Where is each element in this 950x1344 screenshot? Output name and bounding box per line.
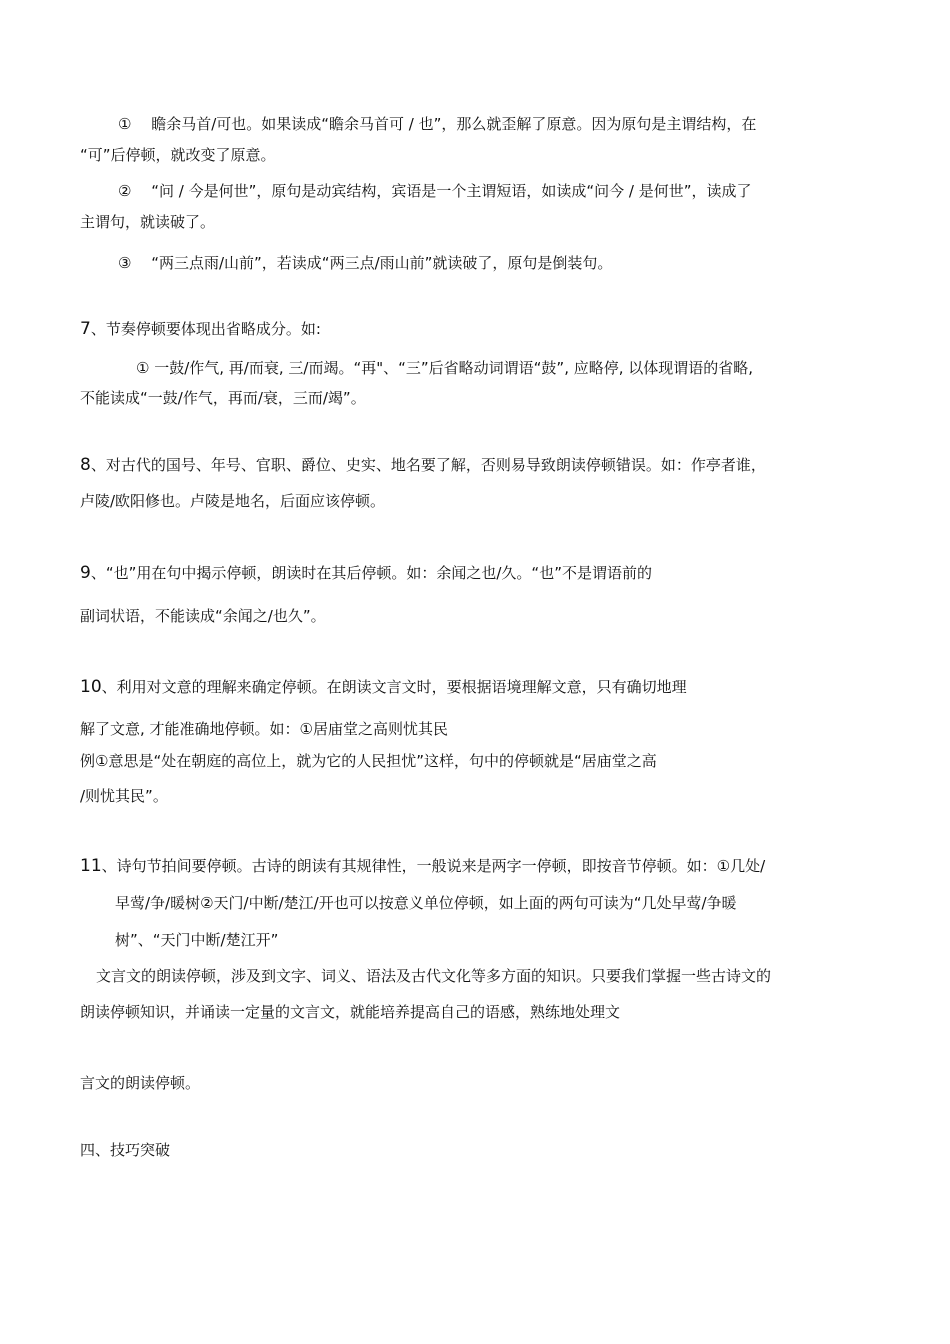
section-7-example-line-2: 不能读成“一鼓/作气，再而/衰，三而/竭”。 bbox=[80, 389, 366, 407]
example-2-line-1: ② “问 / 今是何世”，原句是动宾结构，宾语是一个主谓短语，如读成“问今 / 是何世”，读成了 bbox=[118, 182, 752, 200]
section-7-heading: 7、节奏停顿要体现出省略成分。如: bbox=[80, 319, 321, 339]
section-10-line-2: 解了文意, 才能准确地停顿。如：①居庙堂之高则忧其民 bbox=[80, 720, 448, 738]
section-11-line-2: 早莺/争/暖树②天门/中断/楚江/开也可以按意义单位停顿，如上面的两句可读为“几处早莺/争暖 bbox=[115, 894, 737, 912]
section-10-line-3: 例①意思是“处在朝庭的高位上，就为它的人民担忧”这样，句中的停顿就是“居庙堂之高 bbox=[80, 752, 657, 770]
section-10-line-4: /则忧其民”。 bbox=[80, 787, 168, 805]
example-1-line-1: ① 瞻余马首/可也。如果读成“瞻余马首可 / 也”，那么就歪解了原意。因为原句是主谓结构，在 bbox=[118, 115, 757, 133]
section-heading-four: 四、技巧突破 bbox=[80, 1141, 171, 1159]
summary-line-3: 言文的朗读停顿。 bbox=[80, 1074, 201, 1092]
section-8-line-1: 8、对古代的国号、年号、官职、爵位、史实、地名要了解，否则易导致朗读停顿错误。如：作亭者谁， bbox=[80, 455, 766, 475]
section-11-line-1: 11、诗句节拍间要停顿。古诗的朗读有其规律性，一般说来是两字一停顿，即按音节停顿。如：①几处/ bbox=[80, 856, 766, 876]
section-9-line-2: 副词状语，不能读成“余闻之/也久”。 bbox=[80, 607, 326, 625]
section-7-example-line-1: ① 一鼓/作气, 再/而衰, 三/而竭。“再"、“三”后省略动词谓语“鼓”, 应略停, 以体现谓语的省略, bbox=[136, 359, 754, 377]
section-11-line-3: 树”、“天门中断/楚江开” bbox=[115, 931, 279, 949]
section-9-line-1: 9、“也”用在句中揭示停顿，朗读时在其后停顿。如：余闻之也/久。“也”不是谓语前的 bbox=[80, 563, 652, 583]
summary-line-1: 文言文的朗读停顿，涉及到文字、词义、语法及古代文化等多方面的知识。只要我们掌握一些古诗文的 bbox=[96, 967, 772, 985]
summary-line-2: 朗读停顿知识，并诵读一定量的文言文，就能培养提高自己的语感，熟练地处理文 bbox=[80, 1003, 621, 1021]
example-1-line-2: “可”后停顿，就改变了原意。 bbox=[80, 146, 276, 164]
section-10-line-1: 10、利用对文意的理解来确定停顿。在朗读文言文时，要根据语境理解文意，只有确切地理 bbox=[80, 677, 687, 697]
section-8-line-2: 卢陵/欧阳修也。卢陵是地名，后面应该停顿。 bbox=[80, 492, 386, 510]
example-2-line-2: 主谓句，就读破了。 bbox=[80, 213, 216, 231]
example-3-line: ③ “两三点雨/山前”，若读成“两三点/雨山前”就读破了，原句是倒装句。 bbox=[118, 254, 613, 272]
